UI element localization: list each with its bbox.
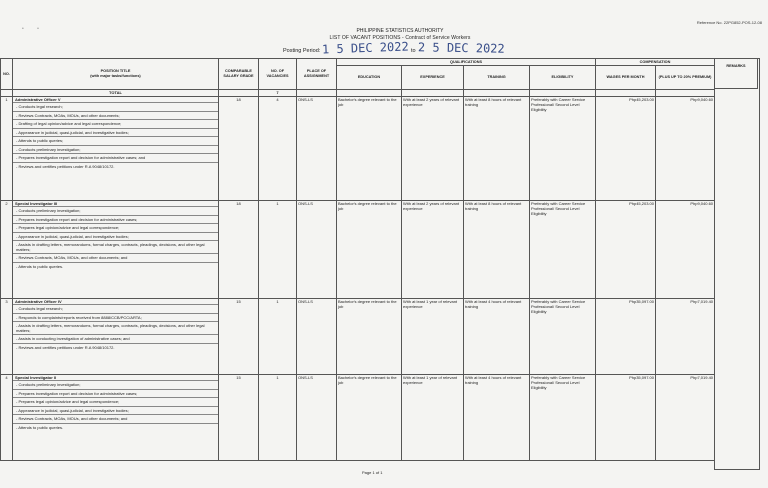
- premium: Php9,040.60: [656, 97, 715, 201]
- training: With at least 8 hours of relevant training: [464, 97, 530, 201]
- vacancy-table: [0, 58, 715, 461]
- row-no: 3: [1, 299, 13, 375]
- duty-item: - Prepares legal opinion/advice and legal correspondence;: [13, 397, 218, 406]
- experience: With at least 2 years of relevant experience: [402, 201, 464, 299]
- col-grade: COMPARABLE SALARY GRADE: [219, 59, 259, 90]
- premium: Php9,040.60: [656, 201, 715, 299]
- remarks-column: [714, 58, 760, 470]
- posting-period: [283, 39, 505, 57]
- duty-item: - Prepares investigation report and decision for administrative cases;: [13, 389, 218, 398]
- premium: Php7,019.40: [656, 375, 715, 461]
- duty-item: - Reviews Contracts, MOAs, MOUs, and other documents; and: [13, 414, 218, 423]
- col-no: NO.: [1, 59, 13, 90]
- vacancy-count: 1: [259, 201, 297, 299]
- duty-item: - Assists in drafting letters, memorandums, formal charges, contracts, pleadings, decisions, and other legal matters;: [13, 321, 218, 334]
- table-row: [1, 299, 715, 375]
- duty-item: - Prepares investigation report and decision for administrative cases;: [13, 215, 218, 224]
- experience: With at least 1 year of relevant experience: [402, 375, 464, 461]
- position-cell: [13, 299, 219, 375]
- table-row: [1, 375, 715, 461]
- duty-item: - Responds to complaints/reports received from 8888/CCB/PCC/ARTA;: [13, 313, 218, 322]
- experience: With at least 1 year of relevant experience: [402, 299, 464, 375]
- col-place: PLACE OF ASSIGNMENT: [297, 59, 337, 90]
- duty-item: - Attends to public queries.: [13, 423, 218, 432]
- col-eligibility: ELIGIBILITY: [530, 66, 596, 90]
- experience: With at least 2 years of relevant experience: [402, 97, 464, 201]
- eligibility: Preferably with Career Service Professional/ Second Level Eligibility: [530, 97, 596, 201]
- row-no: 1: [1, 97, 13, 201]
- position-title: Special Investigator III: [15, 201, 58, 206]
- document-title: LIST OF VACANT POSITIONS - Contract of Service Workers: [329, 35, 471, 41]
- posting-to-stamp: 2 5 DEC 2022: [417, 40, 505, 56]
- duty-item: - Drafting of legal opinion/advice and legal correspondence;: [13, 119, 218, 128]
- posting-to-label: to: [411, 48, 416, 54]
- remarks-header: REMARKS: [714, 58, 758, 89]
- wages: Php35,097.00: [596, 299, 656, 375]
- col-premium: (PLUS UP TO 20% PREMIUM): [656, 66, 715, 90]
- col-education: EDUCATION: [337, 66, 402, 90]
- salary-grade: 18: [219, 97, 259, 201]
- salary-grade: 18: [219, 201, 259, 299]
- duty-item: - Appearance in judicial, quasi-judicial, and investigative bodies;: [13, 128, 218, 137]
- posting-label: Posting Period:: [283, 48, 321, 54]
- duty-item: - Assists in conducting investigation of administrative cases; and: [13, 334, 218, 343]
- duty-item: - Assists in drafting letters, memorandums, formal charges, contracts, pleadings, decisions, and other legal matters;: [13, 240, 218, 253]
- duty-item: - Attends to public queries.: [13, 262, 218, 271]
- wages: Php45,203.00: [596, 201, 656, 299]
- duty-item: - Conducts preliminary investigation;: [13, 380, 218, 389]
- vacancy-count: 1: [259, 299, 297, 375]
- row-no: 4: [1, 375, 13, 461]
- duty-item: - Reviews and certifies petitions under R.A 9048/10172.: [13, 162, 218, 171]
- total-row: [1, 90, 715, 97]
- duty-item: - Attends to public queries;: [13, 136, 218, 145]
- position-title: Administrative Officer V: [15, 97, 61, 102]
- duty-item: - Conducts legal research;: [13, 102, 218, 111]
- reference-number: Reference No. 22PG852-POS-12-08: [696, 20, 762, 25]
- duty-item: - Prepares investigation report and decision for administrative cases; and: [13, 153, 218, 162]
- total-label: TOTAL: [13, 90, 219, 97]
- premium: Php7,019.40: [656, 299, 715, 375]
- col-position: [13, 59, 219, 90]
- duty-item: - Reviews Contracts, MOAs, MOUs, and other documents;: [13, 111, 218, 120]
- eligibility: Preferably with Career Service Professional/ Second Level Eligibility: [530, 299, 596, 375]
- col-vacancies: NO. OF VACANCIES: [259, 59, 297, 90]
- row-no: 2: [1, 201, 13, 299]
- posting-from-stamp: 1 5 DEC 2022: [322, 39, 410, 57]
- eligibility: Preferably with Career Service Professional/ Second Level Eligibility: [530, 201, 596, 299]
- scan-marks: • •: [22, 26, 45, 32]
- agency-name: PHILIPPINE STATISTICS AUTHORITY: [356, 28, 444, 34]
- duty-item: - Conducts legal research;: [13, 304, 218, 313]
- table-row: [1, 201, 715, 299]
- col-training: TRAINING: [464, 66, 530, 90]
- salary-grade: 15: [219, 375, 259, 461]
- training: With at least 8 hours of relevant training: [464, 201, 530, 299]
- place-of-assignment: ONS-LS: [297, 299, 337, 375]
- col-experience: EXPERIENCE: [402, 66, 464, 90]
- duty-item: - Reviews and certifies petitions under R.A 9048/10172.: [13, 343, 218, 352]
- duty-item: - Conducts preliminary investigation;: [13, 145, 218, 154]
- position-cell: [13, 201, 219, 299]
- duty-item: - Conducts preliminary investigation;: [13, 206, 218, 215]
- eligibility: Preferably with Career Service Professional/ Second Level Eligibility: [530, 375, 596, 461]
- wages: Php35,097.00: [596, 375, 656, 461]
- wages: Php45,203.00: [596, 97, 656, 201]
- col-position-title: POSITION TITLE: [100, 69, 131, 73]
- position-cell: [13, 97, 219, 201]
- training: With at least 4 hours of relevant training: [464, 299, 530, 375]
- vacancy-count: 4: [259, 97, 297, 201]
- position-title: Special Investigator II: [15, 375, 57, 380]
- col-qualifications: QUALIFICATIONS: [337, 59, 596, 66]
- col-compensation: COMPENSATION: [596, 59, 715, 66]
- duty-item: - Reviews Contracts, MOAs, MOUs, and other documents; and: [13, 253, 218, 262]
- training: With at least 4 hours of relevant training: [464, 375, 530, 461]
- col-position-sub: (with major tasks/functions): [90, 74, 141, 78]
- col-wages: WAGES PER MONTH: [596, 66, 656, 90]
- duty-item: - Appearance in judicial, quasi-judicial, and investigative bodies;: [13, 232, 218, 241]
- place-of-assignment: ONS-LS: [297, 375, 337, 461]
- vacancy-count: 1: [259, 375, 297, 461]
- education: Bachelor's degree relevant to the job: [337, 201, 402, 299]
- table-row: [1, 97, 715, 201]
- salary-grade: 15: [219, 299, 259, 375]
- place-of-assignment: ONS-LS: [297, 97, 337, 201]
- education: Bachelor's degree relevant to the job: [337, 299, 402, 375]
- page-number: Page 1 of 1: [362, 470, 383, 475]
- education: Bachelor's degree relevant to the job: [337, 97, 402, 201]
- position-title: Administrative Officer IV: [15, 299, 62, 304]
- position-cell: [13, 375, 219, 461]
- education: Bachelor's degree relevant to the job: [337, 375, 402, 461]
- duty-item: - Appearance in judicial, quasi-judicial, and investigative bodies;: [13, 406, 218, 415]
- place-of-assignment: ONS-LS: [297, 201, 337, 299]
- duty-item: - Prepares legal opinion/advice and legal correspondence;: [13, 223, 218, 232]
- total-count: 7: [259, 90, 297, 97]
